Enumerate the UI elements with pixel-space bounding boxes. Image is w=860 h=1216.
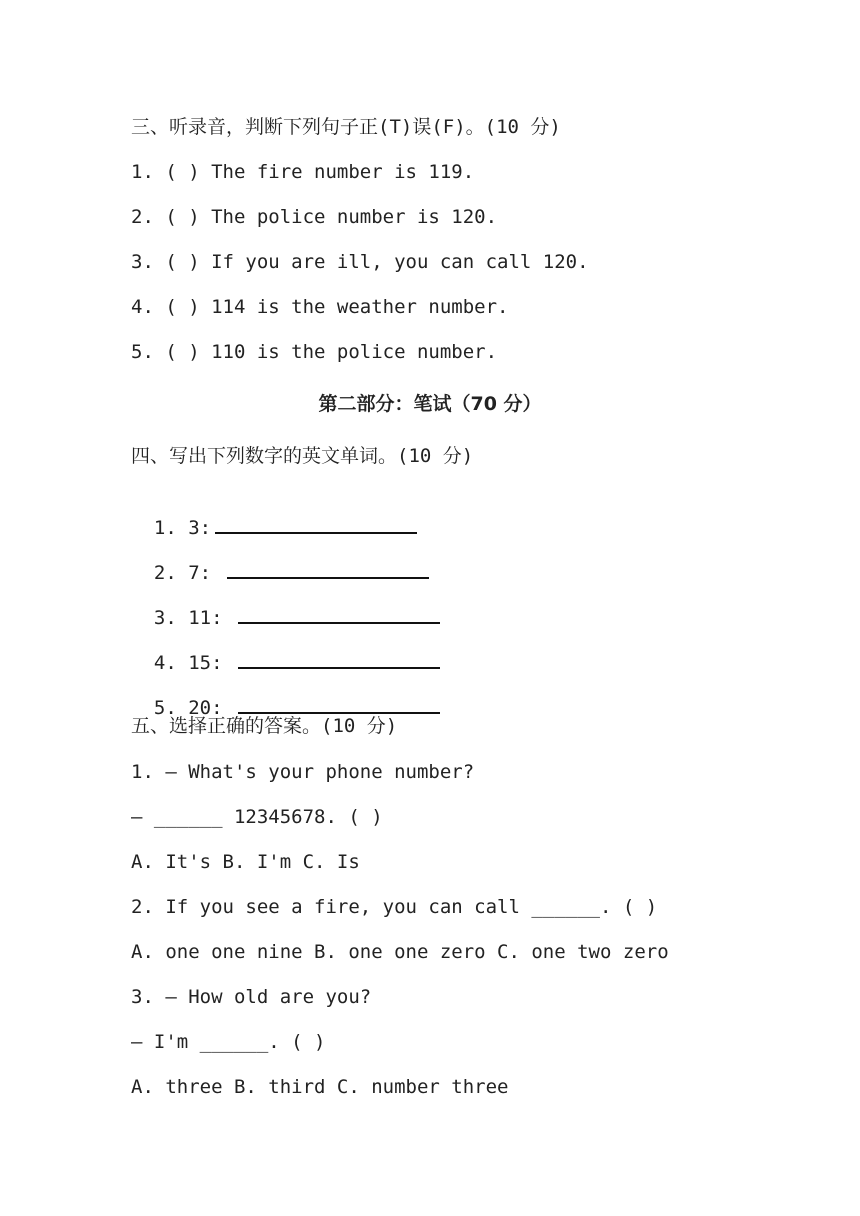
section5-line-1: 1. — What's your phone number? — [131, 761, 475, 783]
part2-title: 第二部分：笔试（70 分） — [318, 393, 542, 415]
section4-item-5 — [131, 670, 440, 720]
answer-blank[interactable] — [238, 604, 440, 624]
section3-heading: 三、听录音，判断下列句子正(T)误(F)。(10 分) — [131, 116, 561, 138]
section3-item-4: 4. ( ) 114 is the weather number. — [131, 296, 509, 318]
section4-item-3 — [131, 580, 440, 630]
item-label: 2. 7: — [153, 562, 223, 584]
section3-item-2: 2. ( ) The police number is 120. — [131, 206, 498, 228]
answer-blank[interactable] — [238, 649, 440, 669]
section3-item-5: 5. ( ) 110 is the police number. — [131, 341, 498, 363]
section4-item-2 — [131, 535, 429, 585]
answer-blank[interactable] — [215, 514, 417, 534]
section4-item-4 — [131, 625, 440, 675]
section5-heading: 五、选择正确的答案。(10 分) — [131, 715, 398, 737]
section5-line-6: 3. — How old are you? — [131, 986, 372, 1008]
section4-item-1 — [131, 490, 417, 540]
section5-line-8: A. three B. third C. number three — [131, 1076, 509, 1098]
item-label: 1. 3: — [153, 517, 212, 539]
section3-item-1: 1. ( ) The fire number is 119. — [131, 161, 475, 183]
section5-line-3: A. It's B. I'm C. Is — [131, 851, 360, 873]
item-label: 4. 15: — [153, 652, 234, 674]
section5-line-5: A. one one nine B. one one zero C. one two zero — [131, 941, 669, 963]
item-label: 3. 11: — [153, 607, 234, 629]
answer-blank[interactable] — [238, 694, 440, 714]
section5-line-4: 2. If you see a fire, you can call ______. ( ) — [131, 896, 658, 918]
item-label: 5. 20: — [153, 697, 234, 719]
section5-line-2: — ______ 12345678. ( ) — [131, 806, 383, 828]
section5-line-7: — I'm ______. ( ) — [131, 1031, 326, 1053]
answer-blank[interactable] — [227, 559, 429, 579]
section4-heading: 四、写出下列数字的英文单词。(10 分) — [131, 445, 474, 467]
section3-item-3: 3. ( ) If you are ill, you can call 120. — [131, 251, 589, 273]
